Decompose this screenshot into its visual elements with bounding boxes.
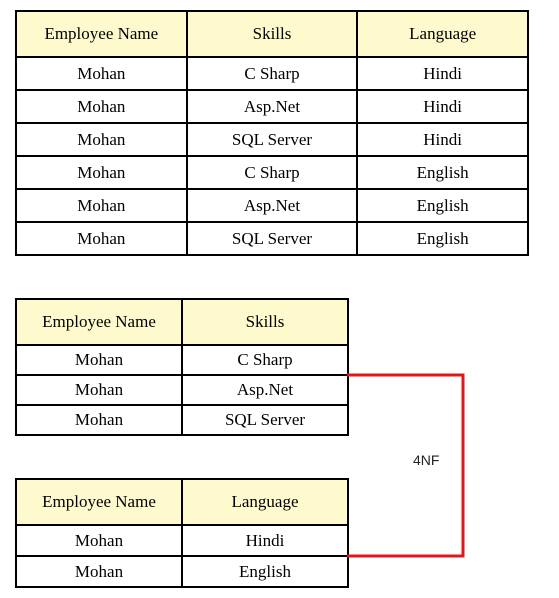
header-employee-name: Employee Name xyxy=(16,11,187,57)
table-row xyxy=(16,345,348,375)
cell-skill: Asp.Net xyxy=(182,375,348,405)
table-row xyxy=(16,222,528,255)
cell-employee-name: Mohan xyxy=(16,525,182,556)
full-employee-table xyxy=(15,10,529,256)
cell-employee-name: Mohan xyxy=(16,189,187,222)
cell-employee-name: Mohan xyxy=(16,123,187,156)
cell-language: Hindi xyxy=(357,123,528,156)
employee-skills-table xyxy=(15,298,349,436)
cell-skill: C Sharp xyxy=(182,345,348,375)
table-row xyxy=(16,525,348,556)
header-language: Language xyxy=(357,11,528,57)
cell-employee-name: Mohan xyxy=(16,556,182,587)
cell-skill: C Sharp xyxy=(187,57,358,90)
table-row xyxy=(16,156,528,189)
cell-language: Hindi xyxy=(182,525,348,556)
normal-form-label: 4NF xyxy=(413,452,440,468)
connector-line xyxy=(347,375,463,556)
cell-skill: Asp.Net xyxy=(187,90,358,123)
cell-employee-name: Mohan xyxy=(16,90,187,123)
cell-language: English xyxy=(357,189,528,222)
table-row xyxy=(16,405,348,435)
cell-skill: Asp.Net xyxy=(187,189,358,222)
table-row xyxy=(16,57,528,90)
cell-language: English xyxy=(357,222,528,255)
employee-language-table xyxy=(15,478,349,588)
table-row xyxy=(16,189,528,222)
header-skills: Skills xyxy=(187,11,358,57)
cell-skill: C Sharp xyxy=(187,156,358,189)
cell-employee-name: Mohan xyxy=(16,156,187,189)
cell-employee-name: Mohan xyxy=(16,345,182,375)
cell-language: English xyxy=(182,556,348,587)
cell-employee-name: Mohan xyxy=(16,57,187,90)
table-row xyxy=(16,556,348,587)
table-header-row xyxy=(16,11,528,57)
cell-language: Hindi xyxy=(357,57,528,90)
table-row xyxy=(16,90,528,123)
cell-employee-name: Mohan xyxy=(16,375,182,405)
cell-skill: SQL Server xyxy=(187,123,358,156)
table-row xyxy=(16,375,348,405)
cell-language: Hindi xyxy=(357,90,528,123)
header-employee-name: Employee Name xyxy=(16,299,182,345)
cell-employee-name: Mohan xyxy=(16,222,187,255)
cell-skill: SQL Server xyxy=(182,405,348,435)
header-skills: Skills xyxy=(182,299,348,345)
table-header-row xyxy=(16,479,348,525)
header-language: Language xyxy=(182,479,348,525)
table-row xyxy=(16,123,528,156)
cell-employee-name: Mohan xyxy=(16,405,182,435)
cell-skill: SQL Server xyxy=(187,222,358,255)
header-employee-name: Employee Name xyxy=(16,479,182,525)
table-header-row xyxy=(16,299,348,345)
cell-language: English xyxy=(357,156,528,189)
